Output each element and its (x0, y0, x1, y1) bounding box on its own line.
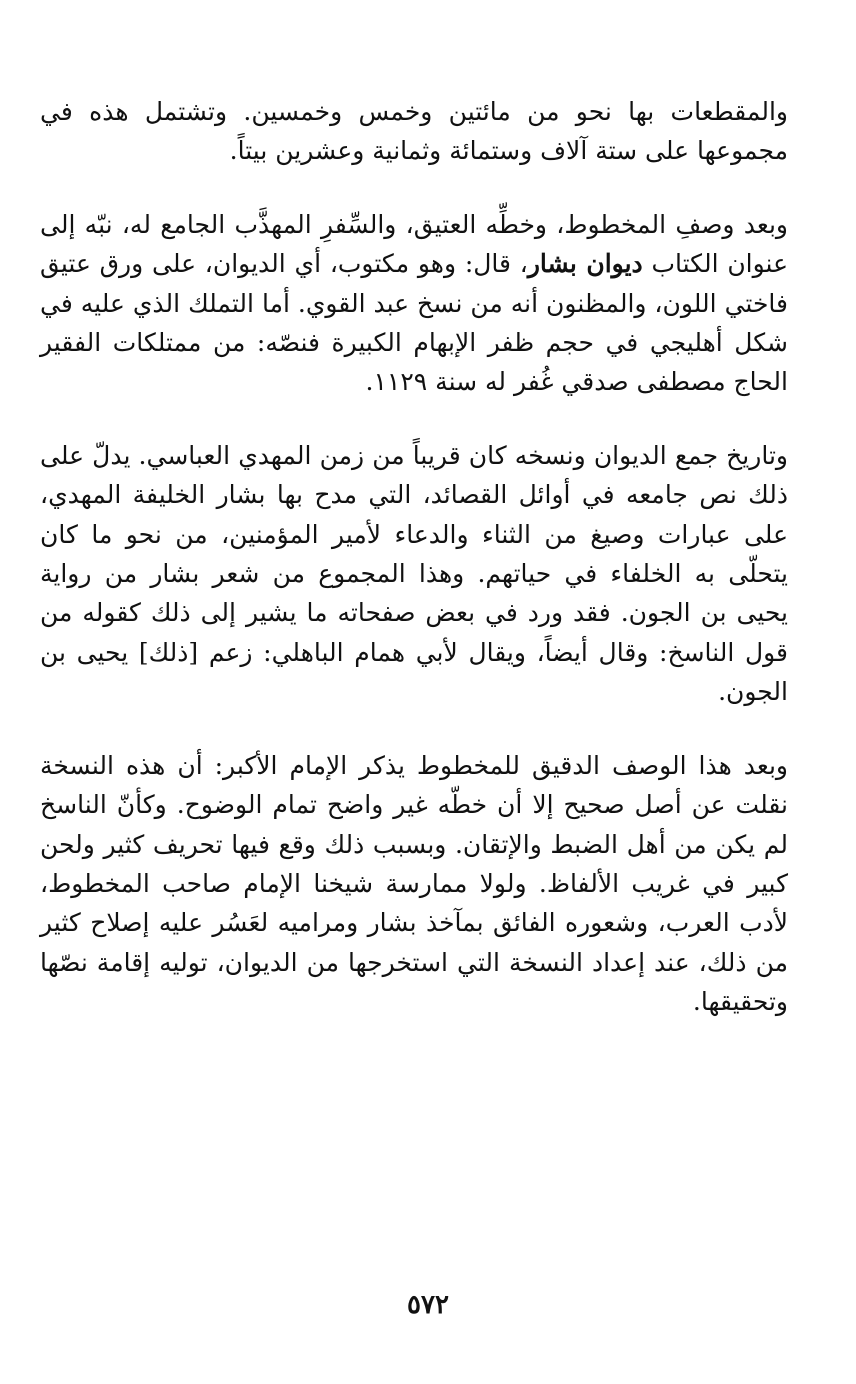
book-title-bold: ديوان بشار (527, 249, 643, 279)
paragraph-3: وتاريخ جمع الديوان ونسخه كان قريباً من زمن المهدي العباسي. يدلّ على ذلك نص جامعه في أوائل القصائد، التي مدح بها بشار الخليفة المهدي، على عبارات وصيغ من الثناء والدعاء لأمير المؤمنين، من نحو ما كان يتحلّى به الخلفاء في حياتهم. وهذا المجموع من شعر بشار من رواية يحيى بن الجون. فقد ورد في بعض صفحاته ما يشير إلى ذلك كقوله من قول الناسخ: وقال أيضاً، ويقال لأبي همام الباهلي: زعم [ذلك] يحيى بن الجون. (40, 440, 788, 707)
paragraph-gap (40, 171, 788, 205)
paragraph-gap (40, 712, 788, 746)
paragraph-gap (40, 402, 788, 436)
paragraph-2-part-2: ، قال: وهو مكتوب، أي الديوان، على ورق عتيق فاختي اللون، والمظنون أنه من نسخ عبد القوي. أما التملك الذي عليه في شكل أهليجي في حجم ظفر الإبهام الكبيرة فنصّه: من ممتلكات الفقير الحاج مصطفى صدقي غُفر له سنة ١١٢٩. (40, 249, 788, 397)
page-body (40, 92, 788, 1022)
page-number: ٥٧٢ (407, 1290, 449, 1320)
paragraph-2-part-1: وبعد وصفِ المخطوط، وخطِّه العتيق، والسِّفرِ المهذَّب الجامع له، نبّه إلى عنوان الكتاب (40, 209, 788, 279)
paragraph-2 (40, 205, 788, 402)
paragraph-1: والمقطعات بها نحو من مائتين وخمس وخمسين. وتشتمل هذه في مجموعها على ستة آلاف وستمائة وثمانية وعشرين بيتاً. (40, 97, 788, 166)
paragraph-4: وبعد هذا الوصف الدقيق للمخطوط يذكر الإمام الأكبر: أن هذه النسخة نقلت عن أصل صحيح إلا أن خطّه غير واضح تمام الوضوح. وكأنّ الناسخ لم يكن من أهل الضبط والإتقان. وبسبب ذلك وقع فيها تحريف كثير ولحن كبير في غريب الألفاظ. ولولا ممارسة شيخنا الإمام صاحب المخطوط، لأدب العرب، وشعوره الفائق بمآخذ بشار ومراميه لعَسُر عليه إصلاح كثير من ذلك، عند إعداد النسخة التي استخرجها من الديوان، توليه إقامة نصّها وتحقيقها. (40, 750, 788, 1017)
